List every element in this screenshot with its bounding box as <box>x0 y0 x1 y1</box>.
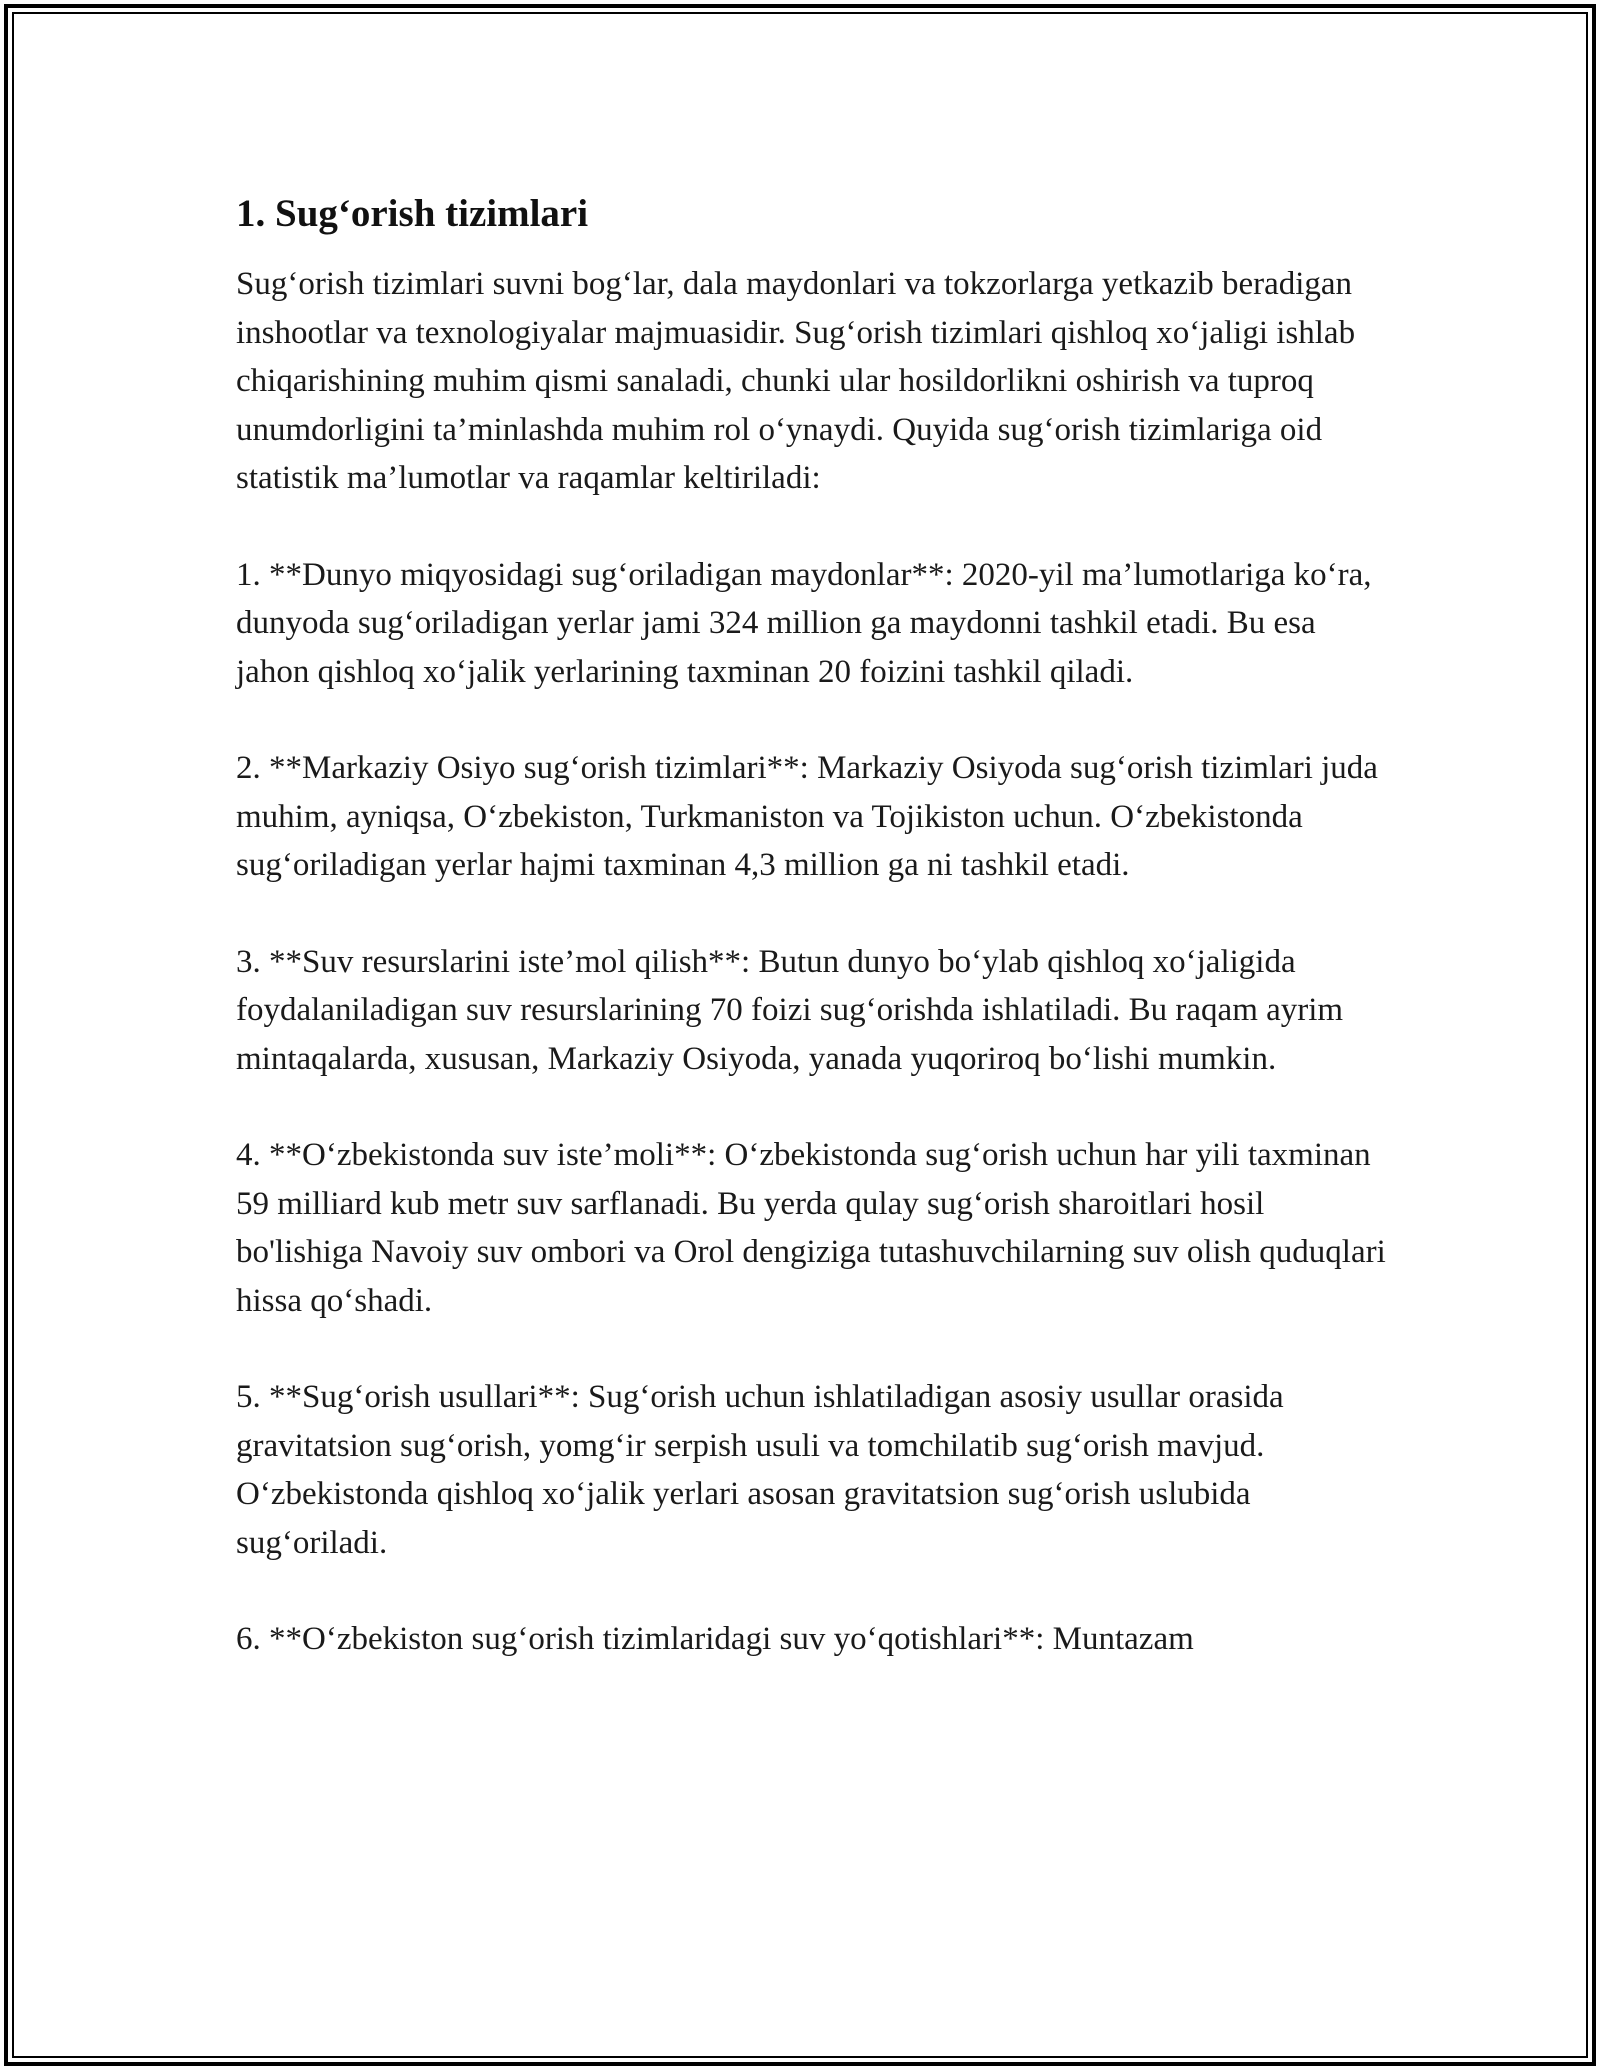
list-item-5: 5. **Sug‘orish usullari**: Sug‘orish uchun ishlatiladigan asosiy usullar orasida gravitatsion sug‘orish, yomg‘ir serpish usuli va tomchilatib sug‘orish mavjud. O‘zbekistonda qishloq xo‘jalik yerlari asosan gravitatsion sug‘orish uslubida sug‘oriladi. <box>236 1379 1284 1561</box>
list-item-1: 1. **Dunyo miqyosidagi sug‘oriladigan maydonlar**: 2020-yil ma’lumotlariga ko‘ra, dunyoda sug‘oriladigan yerlar jami 324 million ga maydonni tashkil etadi. Bu esa jahon qishloq xo‘jalik yerlarining taxminan 20 foizini tashkil qiladi. <box>236 556 1372 690</box>
list-item-2: 2. **Markaziy Osiyo sug‘orish tizimlari**: Markaziy Osiyoda sug‘orish tizimlari juda muhim, ayniqsa, O‘zbekiston, Turkmaniston va Tojikiston uchun. O‘zbekistonda sug‘oriladigan yerlar hajmi taxminan 4,3 million ga ni tashkil etadi. <box>236 750 1378 883</box>
list-item-6: 6. **O‘zbekiston sug‘orish tizimlaridagi suv yo‘qotishlari**: Muntazam <box>236 1621 1194 1657</box>
section-heading: 1. Sug‘orish tizimlari <box>236 192 589 235</box>
document-body <box>236 188 1386 1664</box>
intro-paragraph: Sug‘orish tizimlari suvni bog‘lar, dala maydonlari va tokzorlarga yetkazib beradigan inshootlar va texnologiyalar majmuasidir. Sug‘orish tizimlari qishloq xo‘jaligi ishlab chiqarishining muhim qismi sanaladi, chunki ular hosildorlikni oshirish va tuproq unumdorligini ta’minlashda muhim rol o‘ynaydi. Quyida sug‘orish tizimlariga oid statistik ma’lumotlar va raqamlar keltiriladi: <box>236 266 1356 496</box>
list-item-3: 3. **Suv resurslarini iste’mol qilish**: Butun dunyo bo‘ylab qishloq xo‘jaligida foydalaniladigan suv resurslarining 70 foizi sug‘orishda ishlatiladi. Bu raqam ayrim mintaqalarda, xususan, Markaziy Osiyoda, yanada yuqoriroq bo‘lishi mumkin. <box>236 943 1344 1077</box>
list-item-4: 4. **O‘zbekistonda suv iste’moli**: O‘zbekistonda sug‘orish uchun har yili taxminan 59 milliard kub metr suv sarflanadi. Bu yerda qulay sug‘orish sharoitlari hosil bo'lishiga Navoiy suv ombori va Orol dengiziga tutashuvchilarning suv olish quduqlari hissa qo‘shadi. <box>236 1137 1386 1319</box>
